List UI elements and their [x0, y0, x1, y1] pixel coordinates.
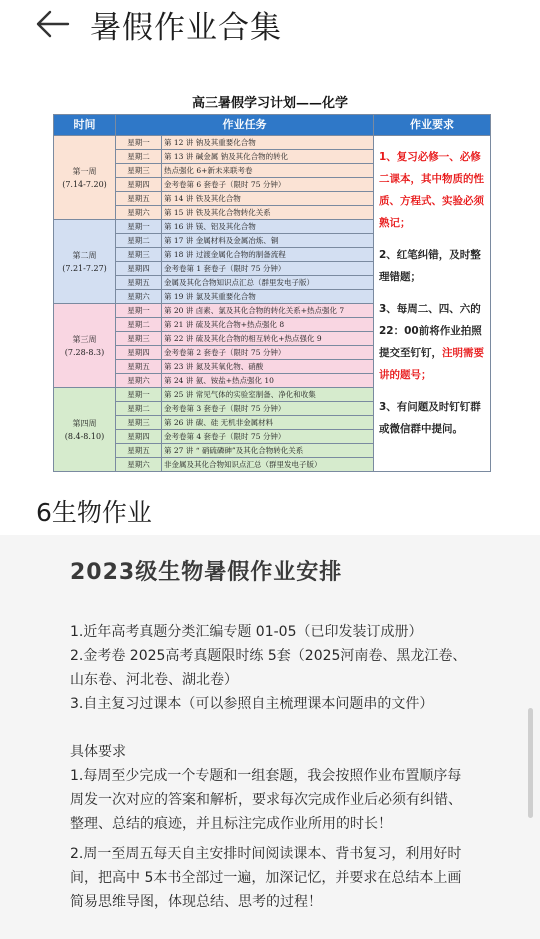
back-button[interactable] [34, 6, 74, 42]
task-cell: 第 22 讲 硫及其化合物的相互转化+热点强化 9 [162, 332, 374, 346]
table-row [54, 136, 491, 150]
day-cell: 星期五 [116, 444, 162, 458]
day-cell: 星期三 [116, 416, 162, 430]
week-label [54, 304, 116, 388]
day-cell: 星期四 [116, 178, 162, 192]
day-cell: 星期二 [116, 150, 162, 164]
task-cell: 第 27 讲 “ 硝硫磷砷”及其化合物转化关系 [162, 444, 374, 458]
day-cell: 星期二 [116, 318, 162, 332]
week-label [54, 220, 116, 304]
week-name: 第二周 [72, 250, 97, 260]
day-cell: 星期五 [116, 192, 162, 206]
arrow-left-icon [34, 6, 74, 42]
task-cell: 金考卷第 6 套卷子（限时 75 分钟） [162, 178, 374, 192]
day-cell: 星期五 [116, 276, 162, 290]
day-cell: 星期六 [116, 290, 162, 304]
task-cell: 金考卷第 2 套卷子（限时 75 分钟） [162, 346, 374, 360]
column-header: 时间 [54, 115, 116, 136]
task-cell: 非金属及其化合物知识点汇总（群里发电子版） [162, 458, 374, 472]
week-label [54, 388, 116, 472]
task-cell: 金考卷第 1 套卷子（限时 75 分钟） [162, 262, 374, 276]
chemistry-plan-title: 高三暑假学习计划——化学 [191, 96, 348, 111]
task-cell: 第 15 讲 铁及其化合物转化关系 [162, 206, 374, 220]
biology-section-heading: 6生物作业 [36, 498, 152, 527]
task-cell: 第 17 讲 金属材料及金属冶炼、铜 [162, 234, 374, 248]
week-range: (8.4-8.10) [64, 431, 105, 441]
page-title: 暑假作业合集 [90, 10, 282, 46]
biology-item: 3.自主复习过课本（可以参照自主梳理课本问题串的文件） [70, 696, 434, 712]
week-range: (7.21-7.27) [62, 263, 107, 273]
requirement-3 [379, 298, 485, 386]
task-cell: 第 24 讲 氨、铵盐+热点强化 10 [162, 374, 374, 388]
task-cell: 第 18 讲 过渡金属化合物的制备流程 [162, 248, 374, 262]
week-name: 第四周 [72, 418, 97, 428]
day-cell: 星期三 [116, 164, 162, 178]
scrollbar[interactable] [528, 708, 533, 818]
biology-item: 1.近年高考真题分类汇编专题 01-05（已印发装订成册） [70, 624, 423, 640]
day-cell: 星期一 [116, 220, 162, 234]
biology-req-heading: 具体要求 [70, 744, 126, 760]
biology-doc-title: 2023级生物暑假作业安排 [70, 560, 343, 585]
task-cell: 第 20 讲 卤素、氯及其化合物的转化关系+热点强化 7 [162, 304, 374, 318]
week-name: 第一周 [72, 166, 97, 176]
task-cell: 第 14 讲 铁及其化合物 [162, 192, 374, 206]
biology-req: 1.每周至少完成一个专题和一组套题，我会按照作业布置顺序每周发一次对应的答案和解析，要求每次完成作业后必须有纠错、整理、总结的痕迹，并且标注完成作业所用的时长！ [70, 768, 462, 832]
day-cell: 星期二 [116, 402, 162, 416]
week-label [54, 136, 116, 220]
week-range: (7.28-8.3) [64, 347, 105, 357]
task-cell: 金考卷第 4 套卷子（限时 75 分钟） [162, 430, 374, 444]
requirement-2: 2、红笔纠错，及时整理错题； [379, 249, 481, 283]
task-cell: 热点强化 6+新未来联考卷 [162, 164, 374, 178]
day-cell: 星期二 [116, 234, 162, 248]
week-name: 第三周 [72, 334, 97, 344]
column-header: 作业要求 [374, 115, 491, 136]
requirement-3-text: 3、每周二、四、六的 22：00前将作业拍照提交至钉钉， [379, 303, 482, 359]
task-cell: 第 13 讲 碱金属 钠及其化合物的转化 [162, 150, 374, 164]
day-cell: 星期六 [116, 374, 162, 388]
day-cell: 星期六 [116, 458, 162, 472]
biology-item: 2.金考卷 2025高考真题限时练 5套（2025河南卷、黑龙江卷、山东卷、河北卷、湖北卷） [70, 648, 467, 688]
task-cell: 第 19 讲 氯及其重要化合物 [162, 290, 374, 304]
requirement-3-note: 注明需要讲的题号； [379, 347, 484, 381]
week-range: (7.14-7.20) [62, 179, 107, 189]
column-header: 作业任务 [116, 115, 374, 136]
day-cell: 星期四 [116, 262, 162, 276]
top-bar [0, 0, 540, 48]
requirement-1: 1、复习必修一、必修二课本，其中物质的性质、方程式、实验必须熟记； [379, 151, 484, 229]
day-cell: 星期六 [116, 206, 162, 220]
day-cell: 星期三 [116, 248, 162, 262]
task-cell: 第 16 讲 镁、铝及其化合物 [162, 220, 374, 234]
task-cell: 第 12 讲 钠及其重要化合物 [162, 136, 374, 150]
table-header-row [54, 115, 491, 136]
day-cell: 星期三 [116, 332, 162, 346]
task-cell: 第 21 讲 硫及其化合物+热点强化 8 [162, 318, 374, 332]
biology-req: 2.周一至周五每天自主安排时间阅读课本、背书复习，利用好时间，把高中 5本书全部过一遍，加深记忆，并要求在总结本上画简易思维导图，体现总结、思考的过程！ [70, 846, 462, 910]
task-cell: 金属及其化合物知识点汇总（群里发电子版） [162, 276, 374, 290]
task-cell: 第 23 讲 氮及其氧化物、硝酸 [162, 360, 374, 374]
day-cell: 星期一 [116, 304, 162, 318]
chemistry-plan-table [53, 114, 491, 472]
day-cell: 星期五 [116, 360, 162, 374]
day-cell: 星期四 [116, 430, 162, 444]
task-cell: 第 26 讲 碳、硅 无机非金属材料 [162, 416, 374, 430]
requirement-4: 3、有问题及时钉钉群或微信群中提问。 [379, 401, 481, 435]
day-cell: 星期四 [116, 346, 162, 360]
day-cell: 星期一 [116, 136, 162, 150]
requirements-cell [374, 136, 491, 472]
task-cell: 金考卷第 3 套卷子（限时 75 分钟） [162, 402, 374, 416]
day-cell: 星期一 [116, 388, 162, 402]
task-cell: 第 25 讲 常见气体的实验室制备、净化和收集 [162, 388, 374, 402]
